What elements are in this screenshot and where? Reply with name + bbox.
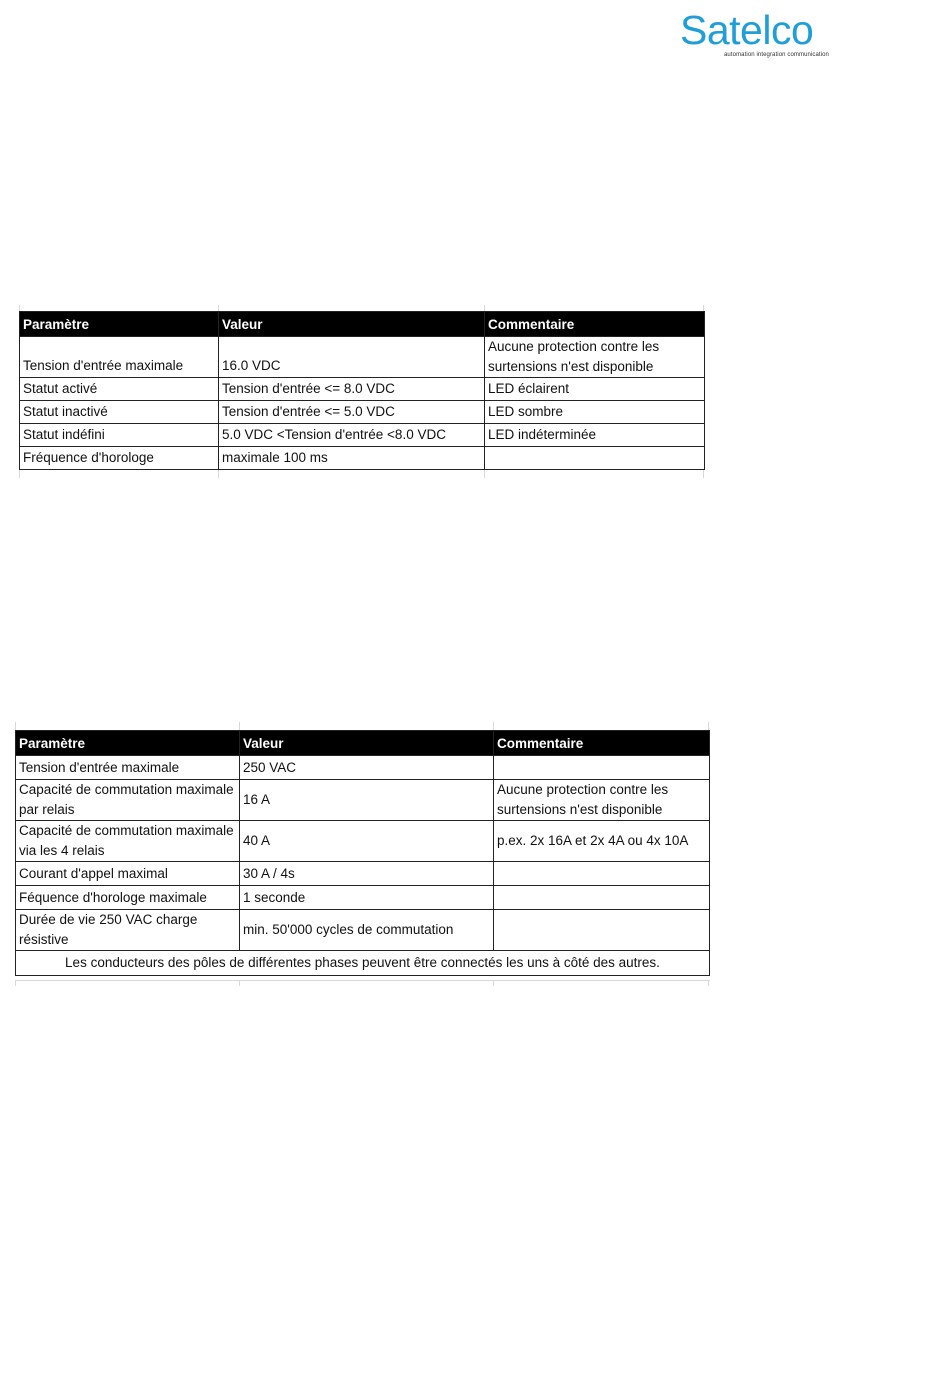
cell-parametre: Fréquence d'horologe: [20, 447, 219, 470]
cell-parametre: Capacité de commutation maximale par relais: [16, 780, 240, 821]
cell-valeur: 1 seconde: [240, 886, 494, 910]
table-row: [16, 862, 710, 886]
cell-valeur: 250 VAC: [240, 756, 494, 780]
logo-wordmark: Satelco: [680, 7, 814, 53]
cell-commentaire: LED sombre: [485, 401, 705, 424]
cell-commentaire: [485, 447, 705, 470]
cell-parametre: Statut inactivé: [20, 401, 219, 424]
header-valeur: Valeur: [219, 312, 485, 337]
header-valeur: Valeur: [240, 731, 494, 756]
table-header-row: [16, 731, 710, 756]
cell-valeur: 5.0 VDC <Tension d'entrée <8.0 VDC: [219, 424, 485, 447]
cell-valeur: 40 A: [240, 821, 494, 862]
cell-valeur: min. 50'000 cycles de commutation: [240, 910, 494, 951]
table-row: [16, 910, 710, 951]
table-row: [20, 378, 705, 401]
table-note-row: [16, 951, 710, 976]
cell-commentaire: Aucune protection contre les surtensions n'est disponible: [485, 337, 705, 378]
table-row: [16, 780, 710, 821]
table-note: Les conducteurs des pôles de différentes phases peuvent être connectés les uns à côté des autres.: [16, 951, 710, 976]
table-row: [20, 337, 705, 378]
cell-commentaire: [494, 910, 710, 951]
table-header-row: [20, 312, 705, 337]
relay-spec-table: [15, 730, 710, 976]
cell-parametre: Statut indéfini: [20, 424, 219, 447]
header-parametre: Paramètre: [16, 731, 240, 756]
cell-parametre: Statut activé: [20, 378, 219, 401]
table-row: [20, 401, 705, 424]
cell-valeur: 16 A: [240, 780, 494, 821]
cell-valeur: Tension d'entrée <= 8.0 VDC: [219, 378, 485, 401]
header-commentaire: Commentaire: [485, 312, 705, 337]
cell-commentaire: LED éclairent: [485, 378, 705, 401]
cell-parametre: Courant d'appel maximal: [16, 862, 240, 886]
cell-commentaire: Aucune protection contre les surtensions n'est disponible: [494, 780, 710, 821]
logo-tagline: automation integration communication: [724, 52, 829, 58]
cell-valeur: 16.0 VDC: [219, 337, 485, 378]
cell-commentaire: p.ex. 2x 16A et 2x 4A ou 4x 10A: [494, 821, 710, 862]
satelco-logo: [680, 8, 850, 60]
table-row: [16, 821, 710, 862]
cell-valeur: Tension d'entrée <= 5.0 VDC: [219, 401, 485, 424]
cell-valeur: maximale 100 ms: [219, 447, 485, 470]
cell-commentaire: [494, 886, 710, 910]
header-commentaire: Commentaire: [494, 731, 710, 756]
table-row: [16, 886, 710, 910]
cell-commentaire: [494, 756, 710, 780]
cell-commentaire: [494, 862, 710, 886]
table-row: [20, 424, 705, 447]
cell-parametre: Tension d'entrée maximale: [20, 337, 219, 378]
cell-parametre: Féquence d'horologe maximale: [16, 886, 240, 910]
input-spec-table: [19, 311, 705, 470]
cell-parametre: Capacité de commutation maximale via les 4 relais: [16, 821, 240, 862]
cell-parametre: Tension d'entrée maximale: [16, 756, 240, 780]
table-row: [20, 447, 705, 470]
cell-parametre: Durée de vie 250 VAC charge résistive: [16, 910, 240, 951]
cell-valeur: 30 A / 4s: [240, 862, 494, 886]
header-parametre: Paramètre: [20, 312, 219, 337]
cell-commentaire: LED indéterminée: [485, 424, 705, 447]
table-row: [16, 756, 710, 780]
